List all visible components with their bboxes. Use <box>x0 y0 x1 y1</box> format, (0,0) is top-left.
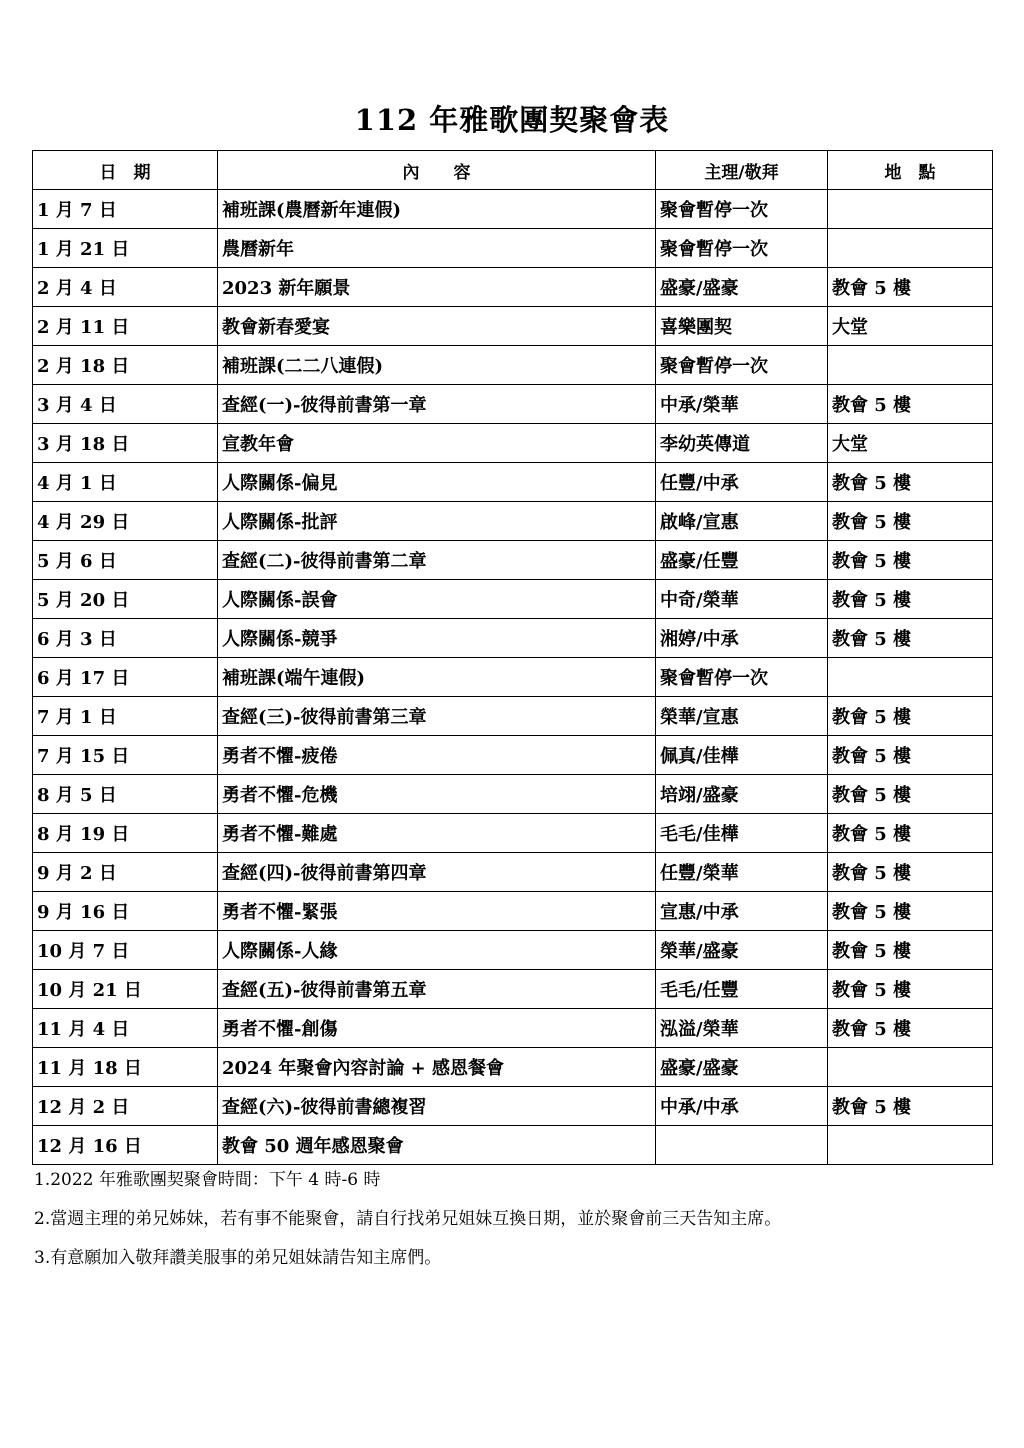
cell-place: 教會 5 樓 <box>828 580 993 619</box>
cell-content: 查經(三)-彼得前書第三章 <box>218 697 656 736</box>
cell-place <box>828 658 993 697</box>
cell-place: 大堂 <box>828 307 993 346</box>
cell-content: 教會新春愛宴 <box>218 307 656 346</box>
cell-date: 8 月 5 日 <box>33 775 218 814</box>
cell-date: 12 月 16 日 <box>33 1126 218 1165</box>
cell-place <box>828 346 993 385</box>
cell-date: 5 月 20 日 <box>33 580 218 619</box>
cell-leader: 榮華/宣惠 <box>656 697 828 736</box>
table-row <box>33 892 993 931</box>
cell-place: 教會 5 樓 <box>828 1009 993 1048</box>
cell-content: 查經(六)-彼得前書總複習 <box>218 1087 656 1126</box>
cell-content: 補班課(農曆新年連假) <box>218 190 656 229</box>
cell-leader: 盛豪/盛豪 <box>656 1048 828 1087</box>
cell-leader: 聚會暫停一次 <box>656 229 828 268</box>
cell-place: 教會 5 樓 <box>828 697 993 736</box>
cell-place: 教會 5 樓 <box>828 931 993 970</box>
cell-date: 4 月 1 日 <box>33 463 218 502</box>
cell-date: 3 月 4 日 <box>33 385 218 424</box>
note-item: 1.2022 年雅歌團契聚會時間：下午 4 時-6 時 <box>34 1170 381 1190</box>
table-row <box>33 385 993 424</box>
table-row <box>33 190 993 229</box>
cell-leader: 毛毛/任豐 <box>656 970 828 1009</box>
cell-content: 勇者不懼-緊張 <box>218 892 656 931</box>
cell-content: 人際關係-競爭 <box>218 619 656 658</box>
table-row <box>33 580 993 619</box>
table-row <box>33 736 993 775</box>
cell-leader: 宣惠/中承 <box>656 892 828 931</box>
table-row <box>33 346 993 385</box>
cell-place: 教會 5 樓 <box>828 541 993 580</box>
cell-place: 教會 5 樓 <box>828 814 993 853</box>
cell-date: 9 月 16 日 <box>33 892 218 931</box>
cell-leader: 盛豪/任豐 <box>656 541 828 580</box>
table-row <box>33 1126 993 1165</box>
cell-leader: 聚會暫停一次 <box>656 190 828 229</box>
cell-leader: 佩真/佳樺 <box>656 736 828 775</box>
cell-content: 2023 新年願景 <box>218 268 656 307</box>
cell-content: 人際關係-誤會 <box>218 580 656 619</box>
table-row <box>33 1048 993 1087</box>
cell-leader: 任豐/榮華 <box>656 853 828 892</box>
cell-place <box>828 1048 993 1087</box>
cell-place: 教會 5 樓 <box>828 268 993 307</box>
note-item: 2.當週主理的弟兄姊妹，若有事不能聚會，請自行找弟兄姐妹互換日期，並於聚會前三天告知主席。 <box>34 1209 782 1229</box>
cell-content: 人際關係-偏見 <box>218 463 656 502</box>
table-row <box>33 853 993 892</box>
cell-date: 10 月 21 日 <box>33 970 218 1009</box>
cell-place: 大堂 <box>828 424 993 463</box>
cell-date: 3 月 18 日 <box>33 424 218 463</box>
cell-content: 人際關係-批評 <box>218 502 656 541</box>
cell-content: 查經(五)-彼得前書第五章 <box>218 970 656 1009</box>
table-row <box>33 463 993 502</box>
cell-date: 12 月 2 日 <box>33 1087 218 1126</box>
table-row <box>33 424 993 463</box>
cell-place <box>828 1126 993 1165</box>
notes-section <box>34 1170 994 1287</box>
cell-place: 教會 5 樓 <box>828 463 993 502</box>
table-row <box>33 658 993 697</box>
cell-content: 補班課(端午連假) <box>218 658 656 697</box>
cell-leader: 聚會暫停一次 <box>656 658 828 697</box>
cell-leader: 啟峰/宣惠 <box>656 502 828 541</box>
cell-date: 9 月 2 日 <box>33 853 218 892</box>
cell-content: 補班課(二二八連假) <box>218 346 656 385</box>
cell-date: 11 月 4 日 <box>33 1009 218 1048</box>
cell-content: 查經(四)-彼得前書第四章 <box>218 853 656 892</box>
cell-date: 7 月 15 日 <box>33 736 218 775</box>
cell-place: 教會 5 樓 <box>828 619 993 658</box>
cell-leader: 榮華/盛豪 <box>656 931 828 970</box>
cell-date: 1 月 21 日 <box>33 229 218 268</box>
table-row <box>33 229 993 268</box>
header-leader: 主理/敬拜 <box>656 151 828 190</box>
table-row <box>33 502 993 541</box>
table-header-row <box>33 151 993 190</box>
cell-leader <box>656 1126 828 1165</box>
cell-content: 農曆新年 <box>218 229 656 268</box>
cell-content: 教會 50 週年感恩聚會 <box>218 1126 656 1165</box>
cell-leader: 聚會暫停一次 <box>656 346 828 385</box>
cell-leader: 盛豪/盛豪 <box>656 268 828 307</box>
cell-date: 1 月 7 日 <box>33 190 218 229</box>
cell-content: 宣教年會 <box>218 424 656 463</box>
cell-content: 查經(二)-彼得前書第二章 <box>218 541 656 580</box>
table-row <box>33 775 993 814</box>
cell-content: 勇者不懼-疲倦 <box>218 736 656 775</box>
header-date: 日 期 <box>33 151 218 190</box>
header-place: 地 點 <box>828 151 993 190</box>
table-row <box>33 931 993 970</box>
cell-date: 7 月 1 日 <box>33 697 218 736</box>
table-row <box>33 697 993 736</box>
cell-content: 勇者不懼-難處 <box>218 814 656 853</box>
table-row <box>33 1087 993 1126</box>
cell-place: 教會 5 樓 <box>828 385 993 424</box>
cell-place: 教會 5 樓 <box>828 853 993 892</box>
cell-leader: 李幼英傳道 <box>656 424 828 463</box>
cell-date: 10 月 7 日 <box>33 931 218 970</box>
cell-content: 勇者不懼-創傷 <box>218 1009 656 1048</box>
cell-date: 2 月 18 日 <box>33 346 218 385</box>
cell-leader: 中奇/榮華 <box>656 580 828 619</box>
cell-date: 8 月 19 日 <box>33 814 218 853</box>
cell-leader: 中承/中承 <box>656 1087 828 1126</box>
schedule-table <box>32 150 993 1165</box>
cell-leader: 喜樂團契 <box>656 307 828 346</box>
cell-date: 6 月 3 日 <box>33 619 218 658</box>
table-row <box>33 541 993 580</box>
table-row <box>33 814 993 853</box>
cell-leader: 湘婷/中承 <box>656 619 828 658</box>
cell-content: 人際關係-人緣 <box>218 931 656 970</box>
cell-content: 2024 年聚會內容討論 + 感恩餐會 <box>218 1048 656 1087</box>
cell-content: 查經(一)-彼得前書第一章 <box>218 385 656 424</box>
table-row <box>33 307 993 346</box>
cell-leader: 培翊/盛豪 <box>656 775 828 814</box>
table-row <box>33 268 993 307</box>
cell-date: 2 月 4 日 <box>33 268 218 307</box>
cell-content: 勇者不懼-危機 <box>218 775 656 814</box>
cell-place: 教會 5 樓 <box>828 970 993 1009</box>
table-row <box>33 1009 993 1048</box>
cell-place <box>828 190 993 229</box>
note-item: 3.有意願加入敬拜讚美服事的弟兄姐妹請告知主席們。 <box>34 1248 442 1268</box>
cell-place <box>828 229 993 268</box>
page-title: 112 年雅歌團契聚會表 <box>354 103 670 137</box>
table-row <box>33 619 993 658</box>
cell-date: 11 月 18 日 <box>33 1048 218 1087</box>
cell-place: 教會 5 樓 <box>828 736 993 775</box>
cell-place: 教會 5 樓 <box>828 502 993 541</box>
cell-place: 教會 5 樓 <box>828 1087 993 1126</box>
cell-leader: 中承/榮華 <box>656 385 828 424</box>
cell-date: 4 月 29 日 <box>33 502 218 541</box>
cell-date: 2 月 11 日 <box>33 307 218 346</box>
cell-date: 6 月 17 日 <box>33 658 218 697</box>
cell-place: 教會 5 樓 <box>828 892 993 931</box>
schedule-body <box>33 190 993 1165</box>
cell-place: 教會 5 樓 <box>828 775 993 814</box>
cell-leader: 泓溢/榮華 <box>656 1009 828 1048</box>
cell-date: 5 月 6 日 <box>33 541 218 580</box>
cell-leader: 毛毛/佳樺 <box>656 814 828 853</box>
header-content: 內 容 <box>218 151 656 190</box>
table-row <box>33 970 993 1009</box>
cell-leader: 任豐/中承 <box>656 463 828 502</box>
